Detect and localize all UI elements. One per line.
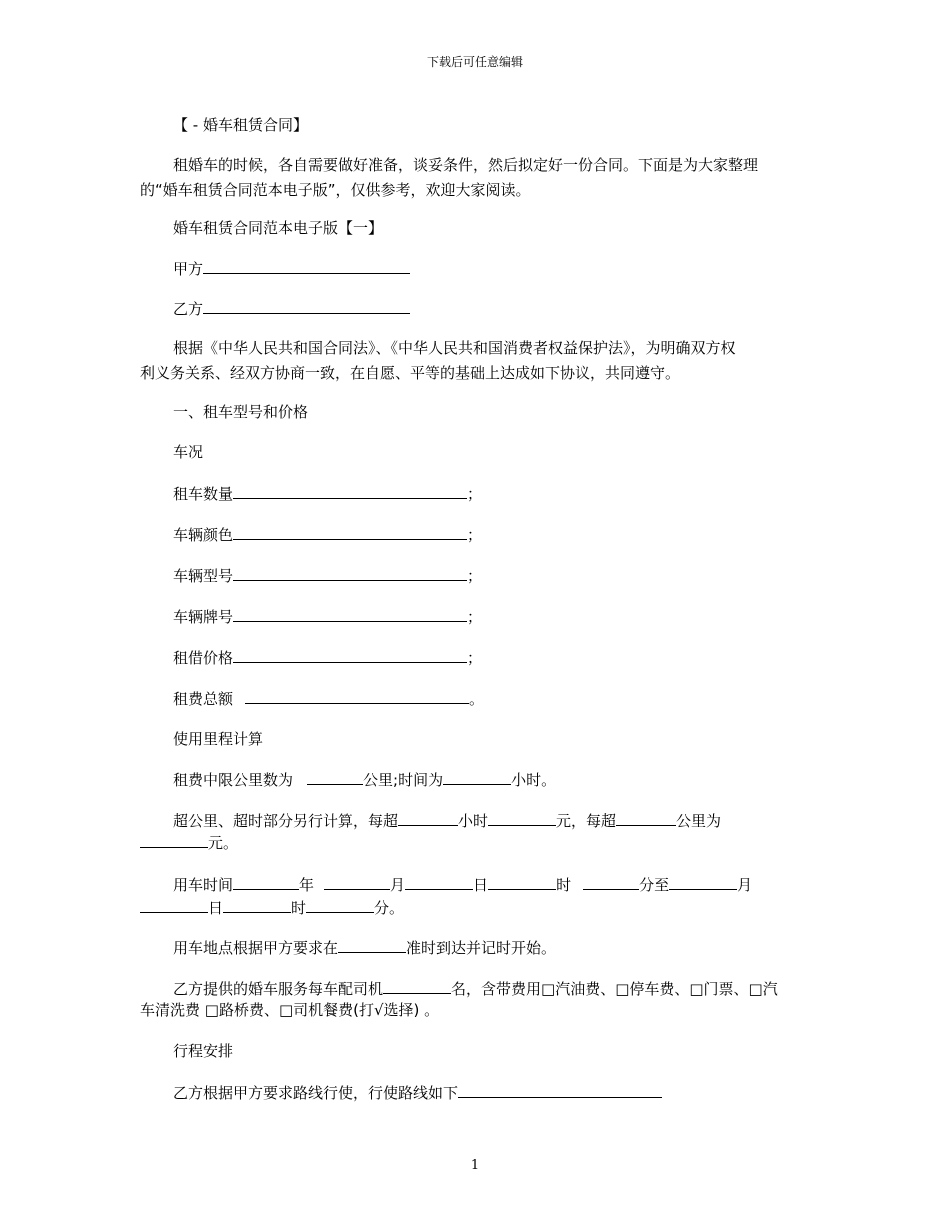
time-day-label: 日 xyxy=(473,876,489,894)
route-label: 乙方根据甲方要求路线行使，行使路线如下 xyxy=(173,1084,459,1102)
time-day2-blank[interactable] xyxy=(140,897,208,913)
party-b-blank[interactable] xyxy=(203,298,410,314)
party-a-line xyxy=(173,258,410,279)
time-year-label: 年 xyxy=(299,876,315,894)
subtitle: 婚车租赁合同范本电子版【一】 xyxy=(173,219,384,237)
field-model-line xyxy=(173,565,482,586)
extra-label-e: 元。 xyxy=(208,834,239,852)
route-line xyxy=(173,1082,662,1103)
time-minute-to-label: 分至 xyxy=(639,876,670,894)
extra-hours-blank[interactable] xyxy=(398,810,458,826)
mileage-km-blank[interactable] xyxy=(307,769,363,785)
party-b-line xyxy=(173,298,410,319)
section-1-heading: 一、租车型号和价格 xyxy=(173,403,309,421)
extra-km-blank[interactable] xyxy=(616,810,676,826)
time-month2-label: 月 xyxy=(737,876,753,894)
mileage-label-c: 小时。 xyxy=(511,771,557,789)
party-b-label: 乙方 xyxy=(173,300,204,318)
extra-label-b: 小时 xyxy=(458,812,489,830)
extra-label-c: 元，每超 xyxy=(556,812,617,830)
service-drivers-blank[interactable] xyxy=(383,978,451,994)
time-hour-label: 时 xyxy=(556,876,572,894)
time-hour2-label: 时 xyxy=(291,899,307,917)
extra-km-price-blank[interactable] xyxy=(140,832,208,848)
place-line xyxy=(173,937,556,958)
extra-hour-price-blank[interactable] xyxy=(488,810,556,826)
field-total-line xyxy=(173,688,484,709)
place-blank[interactable] xyxy=(338,937,406,953)
extra-line-2 xyxy=(140,832,238,853)
mileage-label-b: 公里;时间为 xyxy=(363,771,444,789)
time-month-label: 月 xyxy=(390,876,406,894)
field-qty-label: 租车数量 xyxy=(173,485,234,503)
field-color-blank[interactable] xyxy=(233,524,467,540)
intro-line-2: 的“婚车租赁合同范本电子版”，仅供参考，欢迎大家阅读。 xyxy=(140,181,531,199)
mileage-hours-blank[interactable] xyxy=(443,769,511,785)
field-qty-end: ； xyxy=(467,485,483,503)
time-line-1 xyxy=(173,874,752,895)
time-minute-blank[interactable] xyxy=(583,874,639,890)
field-plate-label: 车辆牌号 xyxy=(173,608,234,626)
place-label-b: 准时到达并记时开始。 xyxy=(406,939,557,957)
field-qty-blank[interactable] xyxy=(233,483,467,499)
mileage-label-a: 租费中限公里数为 xyxy=(173,771,294,789)
field-model-end: ； xyxy=(467,567,483,585)
extra-label-d: 公里为 xyxy=(676,812,722,830)
time-day2-label: 日 xyxy=(208,899,224,917)
route-heading: 行程安排 xyxy=(173,1042,234,1060)
header-note: 下载后可任意编辑 xyxy=(426,55,523,69)
time-label: 用车时间 xyxy=(173,876,234,894)
document-title: 【 - 婚车租赁合同】 xyxy=(173,116,308,134)
field-plate-line xyxy=(173,606,482,627)
field-price-blank[interactable] xyxy=(233,647,467,663)
service-line-2: 车清洗费 □路桥费、□司机餐费(打√选择) 。 xyxy=(140,1001,440,1019)
party-a-label: 甲方 xyxy=(173,260,204,278)
page-number: 1 xyxy=(470,1158,480,1173)
intro-line-1: 租婚车的时候，各自需要做好准备，谈妥条件，然后拟定好一份合同。下面是为大家整理 xyxy=(173,156,759,174)
place-label-a: 用车地点根据甲方要求在 xyxy=(173,939,339,957)
field-price-line xyxy=(173,647,482,668)
mileage-heading: 使用里程计算 xyxy=(173,730,264,748)
field-total-label: 租费总额 xyxy=(173,690,234,708)
field-plate-end: ； xyxy=(467,608,483,626)
time-month2-blank[interactable] xyxy=(669,874,737,890)
time-hour2-blank[interactable] xyxy=(223,897,291,913)
time-minute2-blank[interactable] xyxy=(306,897,374,913)
route-blank[interactable] xyxy=(458,1082,662,1098)
field-color-label: 车辆颜色 xyxy=(173,526,234,544)
time-month-blank[interactable] xyxy=(324,874,390,890)
field-total-blank[interactable] xyxy=(245,688,469,704)
service-line-1 xyxy=(173,978,778,999)
field-qty-line xyxy=(173,483,482,504)
time-year-blank[interactable] xyxy=(233,874,299,890)
time-day-blank[interactable] xyxy=(405,874,473,890)
field-model-label: 车辆型号 xyxy=(173,567,234,585)
service-label-b: 名，含带费用□汽油费、□停车费、□门票、□汽 xyxy=(451,980,778,998)
time-hour-blank[interactable] xyxy=(488,874,556,890)
field-price-label: 租借价格 xyxy=(173,649,234,667)
field-plate-blank[interactable] xyxy=(233,606,467,622)
basis-line-1: 根据《中华人民共和国合同法》、《中华人民共和国消费者权益保护法》，为明确双方权 xyxy=(173,339,736,357)
time-line-2 xyxy=(140,897,404,918)
party-a-blank[interactable] xyxy=(203,258,410,274)
field-color-end: ； xyxy=(467,526,483,544)
extra-label-a: 超公里、超时部分另行计算，每超 xyxy=(173,812,399,830)
field-price-end: ； xyxy=(467,649,483,667)
field-total-end: 。 xyxy=(469,690,485,708)
extra-line-1 xyxy=(173,810,721,831)
time-minute2-label: 分。 xyxy=(374,899,405,917)
mileage-line xyxy=(173,769,556,790)
field-model-blank[interactable] xyxy=(233,565,467,581)
car-status-label: 车况 xyxy=(173,443,204,461)
service-label-a: 乙方提供的婚车服务每车配司机 xyxy=(173,980,384,998)
basis-line-2: 利义务关系、经双方协商一致，在自愿、平等的基础上达成如下协议，共同遵守。 xyxy=(140,364,681,382)
field-color-line xyxy=(173,524,482,545)
